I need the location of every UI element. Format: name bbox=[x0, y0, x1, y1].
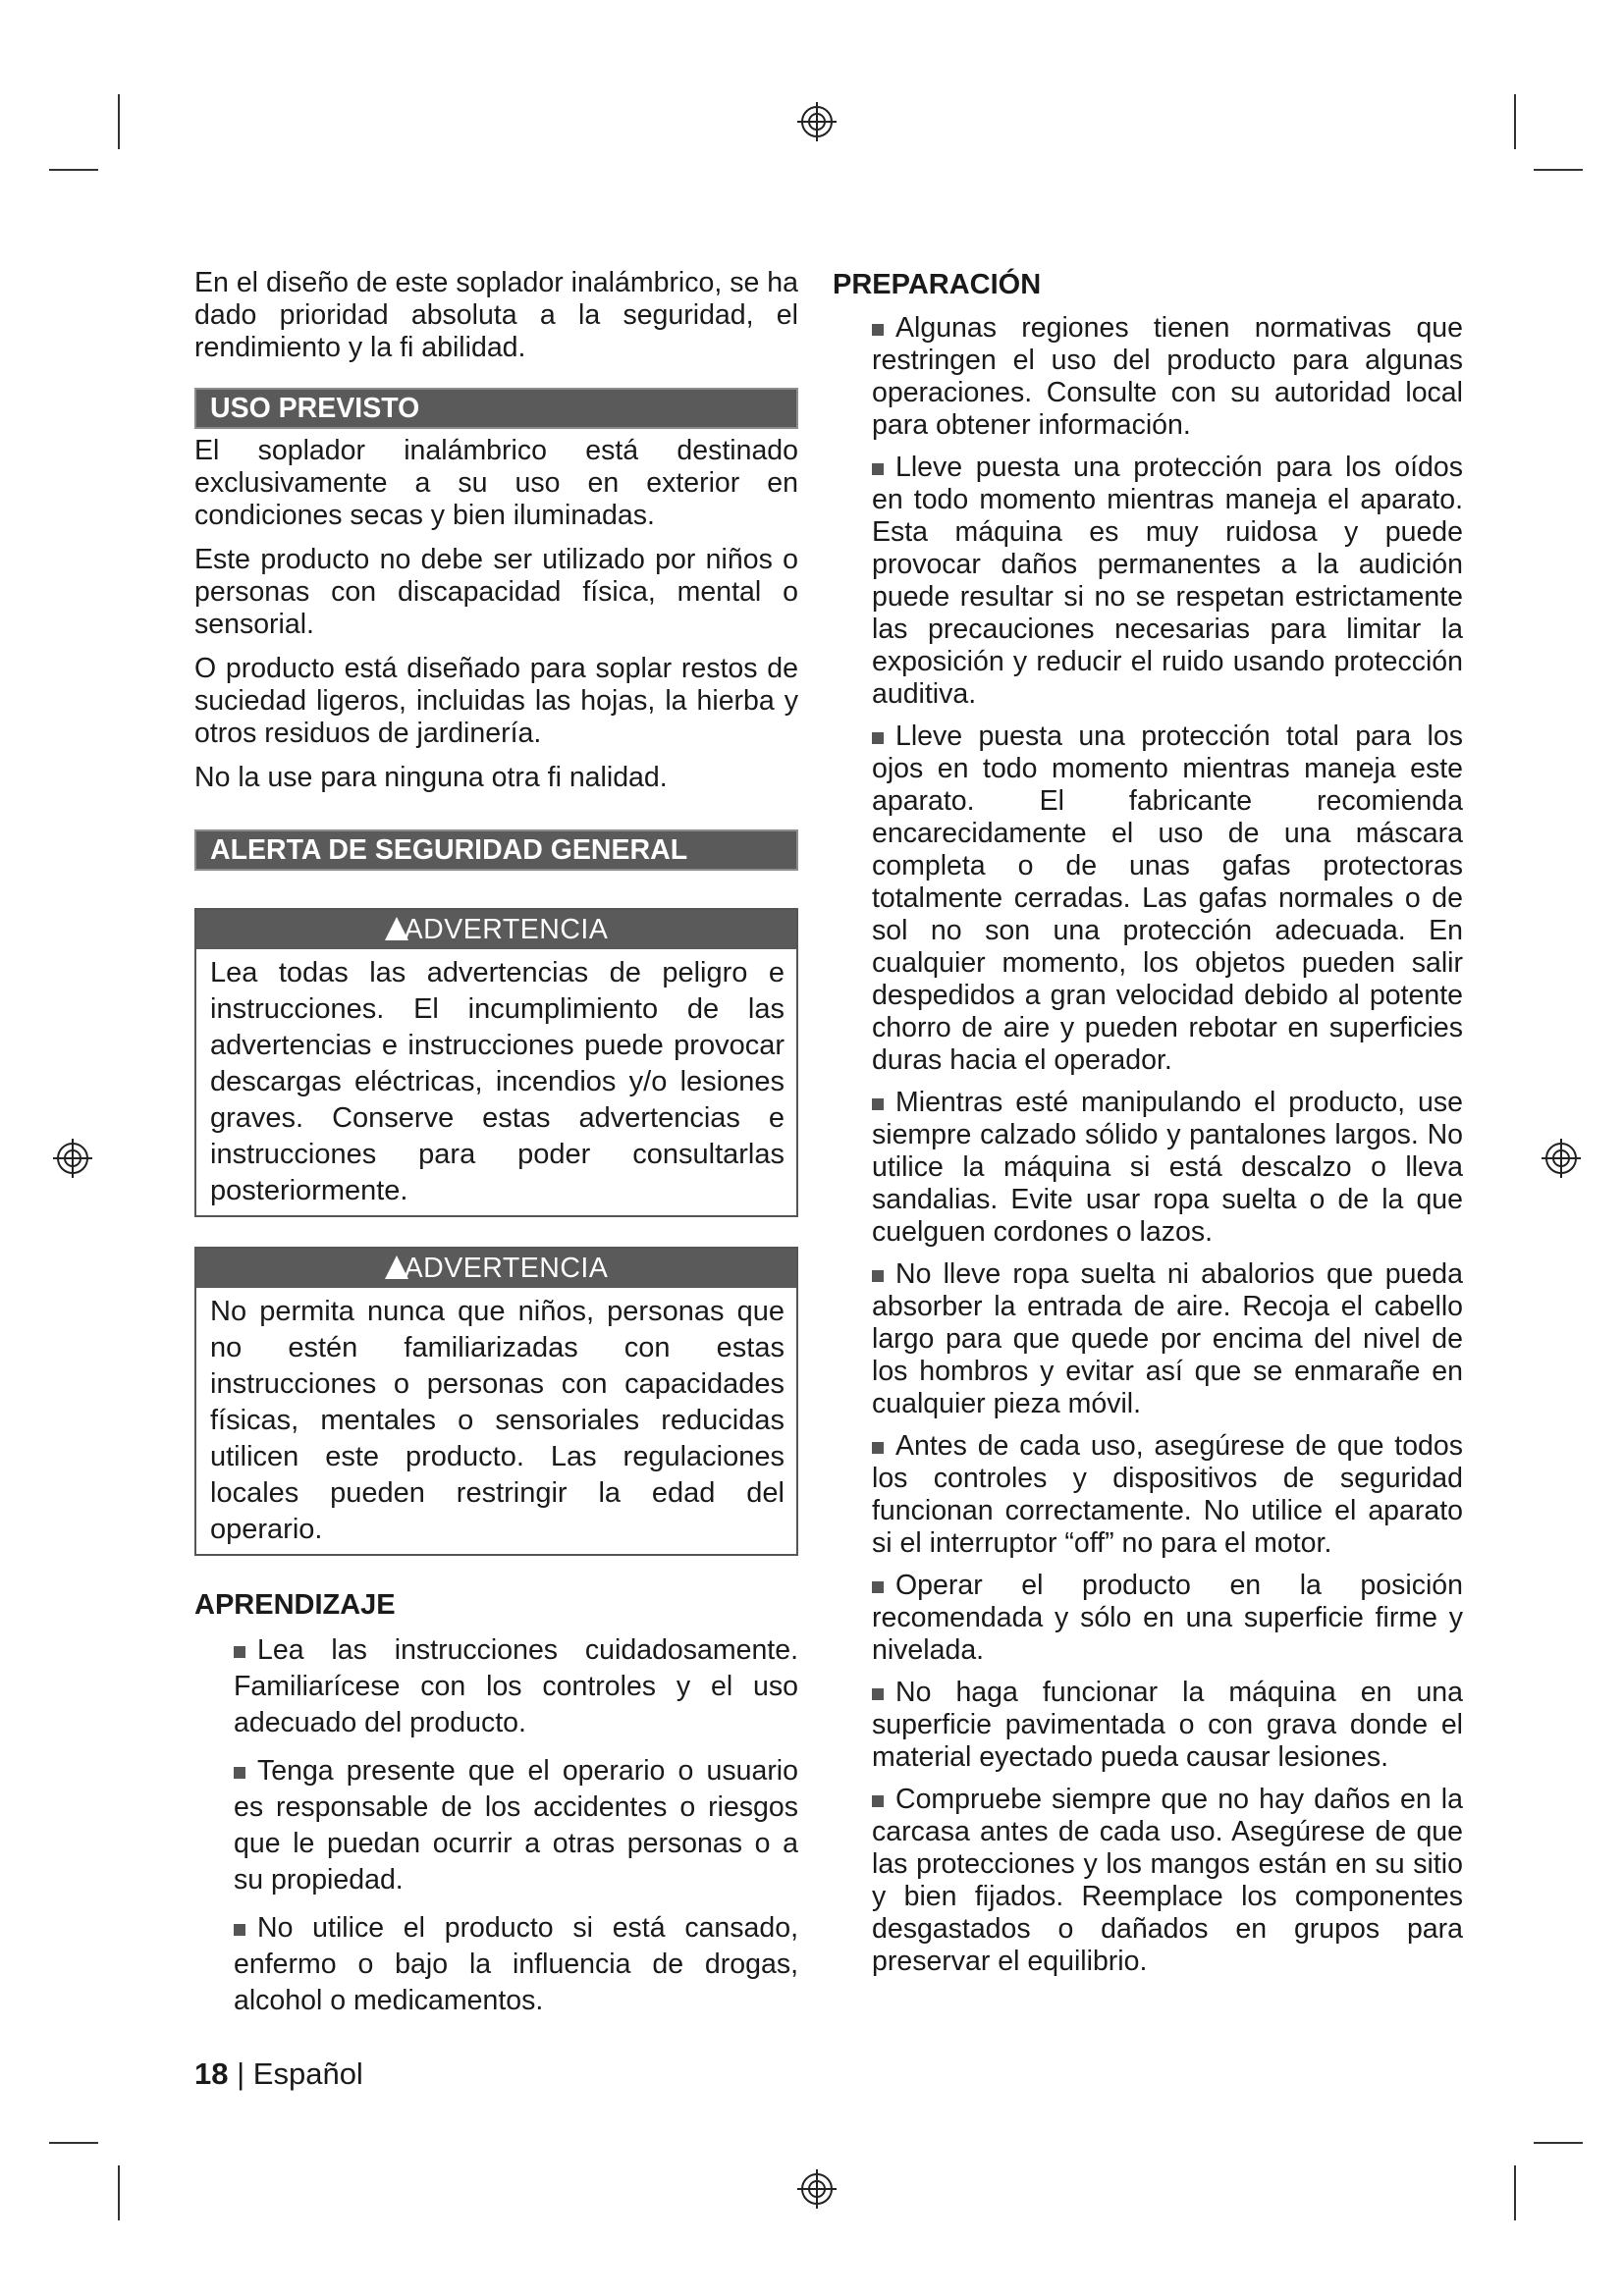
bullet-square-icon bbox=[234, 1646, 245, 1658]
bullet-square-icon bbox=[872, 1442, 884, 1454]
warning-text: No permita nunca que niños, personas que no estén familiarizadas con estas instrucciones o personas con capacidades físicas, mentales o sensoriales reducidas utilicen este producto. Las regulaciones locales pueden restringir la edad del operario. bbox=[210, 1296, 785, 1545]
right-column bbox=[833, 267, 1463, 1988]
section-heading-alerta: ALERTA DE SEGURIDAD GENERAL bbox=[194, 829, 798, 871]
section-heading-preparacion: PREPARACIÓN bbox=[833, 269, 1042, 300]
list-item: Lea las instrucciones cuidadosamente. Familiarícese con los controles y el uso adecuado del producto. bbox=[234, 1634, 798, 1738]
warning-triangle-icon bbox=[385, 917, 408, 940]
list-item: Compruebe siempre que no hay daños en la carcasa antes de cada uso. Asegúrese de que las protecciones y los mangos están en su sitio y bien fijados. Reemplace los componentes desgastados o dañados en grupos para preservar el equilibrio. bbox=[872, 1784, 1463, 1977]
uso-previsto-paragraph: No la use para ninguna otra fi nalidad. bbox=[194, 762, 668, 793]
bullet-square-icon bbox=[872, 1688, 884, 1700]
registration-mark-icon bbox=[795, 2167, 839, 2211]
uso-previsto-paragraph: O producto está diseñado para soplar restos de suciedad ligeros, incluidas las hojas, la hierba y otros residuos de jardinería. bbox=[194, 653, 798, 749]
page-footer bbox=[194, 2056, 363, 2092]
registration-mark-icon bbox=[51, 1137, 94, 1180]
list-item: Mientras esté manipulando el producto, use siempre calzado sólido y pantalones largos. No utilice la máquina si está descalzo o lleva sandalias. Evite usar ropa suelta o de la que cuelguen cordones o lazos. bbox=[872, 1087, 1463, 1248]
crop-mark bbox=[118, 2165, 120, 2220]
registration-mark-icon bbox=[1540, 1137, 1583, 1180]
crop-mark bbox=[118, 94, 120, 149]
section-heading-uso-previsto: USO PREVISTO bbox=[194, 388, 798, 429]
crop-mark bbox=[1534, 2142, 1583, 2144]
preparacion-list bbox=[833, 312, 1463, 1978]
bullet-square-icon bbox=[872, 1270, 884, 1282]
left-column bbox=[194, 267, 798, 2031]
crop-mark bbox=[49, 169, 98, 171]
uso-previsto-paragraph: El soplador inalámbrico está destinado exclusivamente a su uso en exterior en condiciones secas y bien iluminadas. bbox=[194, 435, 798, 531]
warning-box bbox=[194, 908, 798, 1217]
bullet-square-icon bbox=[872, 732, 884, 744]
intro-paragraph: En el diseño de este soplador inalámbrico, se ha dado prioridad absoluta a la seguridad, el rendimiento y la fi abilidad. bbox=[194, 267, 798, 363]
bullet-square-icon bbox=[872, 1098, 884, 1110]
aprendizaje-list bbox=[194, 1632, 798, 2019]
crop-mark bbox=[49, 2142, 98, 2144]
list-item: Operar el producto en la posición recomendada y sólo en una superficie firme y nivelada. bbox=[872, 1570, 1463, 1666]
list-item: Algunas regiones tienen normativas que restringen el uso del producto para algunas operaciones. Consulte con su autoridad local para obtener información. bbox=[872, 312, 1463, 441]
footer-language: Español bbox=[252, 2056, 363, 2091]
warning-triangle-icon bbox=[385, 1255, 408, 1279]
warning-text: Lea todas las advertencias de peligro e instrucciones. El incumplimiento de las advertencias e instrucciones puede provocar descargas eléctricas, incendios y/o lesiones graves. Conserve estas advertencias e instrucciones para poder consultarlas posteriormente. bbox=[210, 957, 785, 1206]
page-number: 18 bbox=[194, 2056, 229, 2091]
list-item: Antes de cada uso, asegúrese de que todos los controles y dispositivos de seguridad funcionan correctamente. No utilice el aparato si el interruptor “off” no para el motor. bbox=[872, 1430, 1463, 1559]
crop-mark bbox=[1514, 94, 1516, 149]
uso-previsto-paragraph: Este producto no debe ser utilizado por niños o personas con discapacidad física, mental o sensorial. bbox=[194, 544, 798, 640]
bullet-square-icon bbox=[872, 1581, 884, 1593]
bullet-square-icon bbox=[234, 1924, 245, 1936]
list-item: No utilice el producto si está cansado, enfermo o bajo la influencia de drogas, alcohol o medicamentos. bbox=[234, 1912, 798, 2016]
warning-header bbox=[196, 910, 796, 949]
bullet-square-icon bbox=[872, 463, 884, 475]
warning-box bbox=[194, 1247, 798, 1556]
list-item: Lleve puesta una protección para los oídos en todo momento mientras maneja el aparato. Esta máquina es muy ruidosa y puede provocar daños permanentes a la audición puede resultar si no se respetan estrictamente las precauciones necesarias para limitar la exposición y reducir el ruido usando protección auditiva. bbox=[872, 452, 1463, 710]
warning-title: ADVERTENCIA bbox=[404, 914, 609, 945]
crop-mark bbox=[1534, 169, 1583, 171]
list-item: No haga funcionar la máquina en una superficie pavimentada o con grava donde el material eyectado pueda causar lesiones. bbox=[872, 1677, 1463, 1773]
bullet-square-icon bbox=[872, 324, 884, 336]
registration-mark-icon bbox=[795, 100, 839, 143]
list-item: No lleve ropa suelta ni abalorios que pueda absorber la entrada de aire. Recoja el cabello largo para que quede por encima del nivel de los hombros y evitar así que se enmarañe en cualquier pieza móvil. bbox=[872, 1258, 1463, 1419]
section-heading-aprendizaje: APRENDIZAJE bbox=[194, 1589, 396, 1621]
warning-title: ADVERTENCIA bbox=[404, 1253, 609, 1284]
crop-mark bbox=[1514, 2165, 1516, 2220]
list-item: Lleve puesta una protección total para los ojos en todo momento mientras maneja este aparato. El fabricante recomienda encarecidamente el uso de una máscara completa o de unas gafas protectoras totalmente cerradas. Las gafas normales o de sol no son una protección adecuada. En cualquier momento, los objetos pueden salir despedidos a gran velocidad debido al potente chorro de aire y pueden rebotar en superficies duras hacia el operador. bbox=[872, 721, 1463, 1076]
bullet-square-icon bbox=[872, 1795, 884, 1807]
bullet-square-icon bbox=[234, 1767, 245, 1779]
warning-header bbox=[196, 1249, 796, 1288]
list-item: Tenga presente que el operario o usuario es responsable de los accidentes o riesgos que le puedan ocurrir a otras personas o a su propiedad. bbox=[234, 1755, 798, 1896]
footer-separator: | bbox=[237, 2056, 245, 2091]
